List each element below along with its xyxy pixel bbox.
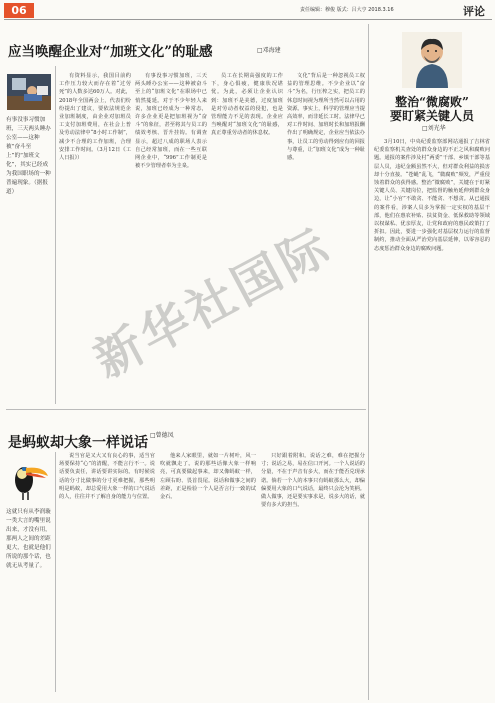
sleeping-worker-illustration [7,74,51,110]
sidebar-column [374,138,490,698]
article-caption: 这就只有从李润璇一类大言的嘴里说出来，才没有用，那两人之间的差距更大，也就是他们所说的那个话，也就无从考量了。 [6,509,51,569]
column-text: 他来人家眼里，就如一片树叶，风一吹就飘走了。说的那些话像大象一样响亮，可真要做起事来，却又像蚂蚁一样，左顾右盼、畏首畏尾。说话和做事之间的差距，正是检验一个人是否言行一致的试金石。 [160,453,256,501]
article-caption: 有事没事习惯加班，三天两头睡办公室——这种被“奋斗至上”的“加班文化”，其实已经成为我国职场的一种普遍现象。（据报道） [6,117,51,195]
column-text: 有资料显示，我国目前约工作压力较大而存在着“过劳死”的人数多达60万人。对此，2018年全国两会上，代表们纷纷提出了建议，要依法规范企业加班制度，由企业对加班员工支付加班费用，在社会上普及劳动法律中“8小时工作制”，减少不合理的工作加班，合理安排工作时间。（3月12日《工人日报》） [59,73,131,162]
caption-divider [55,452,56,692]
column-text: 员工在长期高强度的工作下，身心俱疲，健康状况堪忧。为此，必须让企业认识到：加班不是美德，过度加班是对劳动者权益的侵犯，也是管理能力不足的表现。企业应当唤醒对“加班文化”的耻感，真正尊重劳动者的休息权。 [211,73,283,137]
column-text: 只好跟着附和。说话之难，难在把握分寸；说话之易，易在信口开河。一个人说话的分量，不在于声音有多大，而在于能否兑现承诺。倘若一个人的本事只有蚂蚁那么大，却偏偏要用大象的口气说话，最终只会沦为笑柄。做人做事，还是要实事求是，说多大的话，就要有多大的担当。 [261,453,365,509]
sidebar-title: 要盯紧关键人员 [389,109,474,123]
portrait-illustration [402,32,462,88]
page-number: 06 [4,3,34,18]
column-divider [368,24,369,700]
watermark: 新华社国际 [85,217,342,390]
article-column [160,452,256,698]
sidebar-title: 整治“微腐败” [395,95,469,109]
header-rule [4,19,492,20]
column-text: 有事没事习惯加班，三天两头睡办公室——这种被奋斗至上的“加班文化”在职场中已悄然蔓延。对于不少年轻人来说，加班已经成为一种常态，许多企业更是把加班视为“奋斗”的象征，甚至将其与员工的绩效考核、晋升挂钩。有调查显示，超过八成的职场人表示自己经常加班，而在一些互联网企业中，“996”工作制更是被不少管理者奉为圭臬。 [135,73,207,170]
page-header [0,0,495,20]
article-title: 应当唤醒企业对“加班文化”的耻感 [8,44,213,60]
header-credits: 责任编辑：穆俊 版式：吕大亨 2018.3.16 [300,7,394,13]
article-byline: □曾德凤 [150,432,174,439]
article-column [59,452,155,698]
article-column [261,452,365,698]
article-byline: □邓海建 [257,47,281,54]
column-text: 说当官是又大又有良心的事，适当官场要保持“心”的清醒，不能言行不一。说话要负责任，讲话要讲实际的。有时候说话的分寸比做事的分寸更难把握，那些明明是蚂蚁，却总爱用大象一样的口气说话的人，往往并不了解自身的能力与位置。 [59,453,155,501]
column-text: 文化”背后是一种忽视员工权益的管理思维。不少企业以“奋斗”为名，行压榨之实，把员工的休息时间视为理所当然可以占用的资源。事实上，科学的管理应当提高效率，而非延长工时。法律早已对工作时间、加班时长和加班报酬作出了明确规定，企业应当依法办事，让员工的劳动得到应有的回报与尊重，让“加班文化”成为一种耻感。 [287,73,365,162]
toucan-illustration [8,458,50,502]
article-title: 是蚂蚁却大象一样说话 [8,435,148,451]
caption-divider [55,66,56,404]
section-title: 评论 [463,5,485,18]
sidebar-byline: □刘光华 [422,125,446,132]
column-text: 3月10日，中央纪委监察部网站通报了吉林省纪委监察机关查处的群众身边的不正之风和腐败问题。通报的案件涉及村“两委”干部、乡镇干部等基层人员，违纪金额虽然不大，但对群众利益的损害却十分直接。“苍蝇”乱飞，“微腐败”频发，严重侵蚀着群众的获得感。整治“微腐败”，关键在于盯紧关键人员、关键岗位，把监督的触角延伸到群众身边，让“小官”不敢贪、不能贪、不想贪。从已通报的案件看，涉案人员多为掌握一定实权的基层干部，他们在惠农补贴、扶贫资金、低保救助等领域以权谋私、优亲厚友，让党和政府的惠民政策打了折扣。因此，要进一步强化对基层权力运行的监督制约，推动全面从严治党向基层延伸，以零容忍的态度惩治群众身边的腐败问题。 [374,139,490,252]
article-divider [6,409,366,410]
